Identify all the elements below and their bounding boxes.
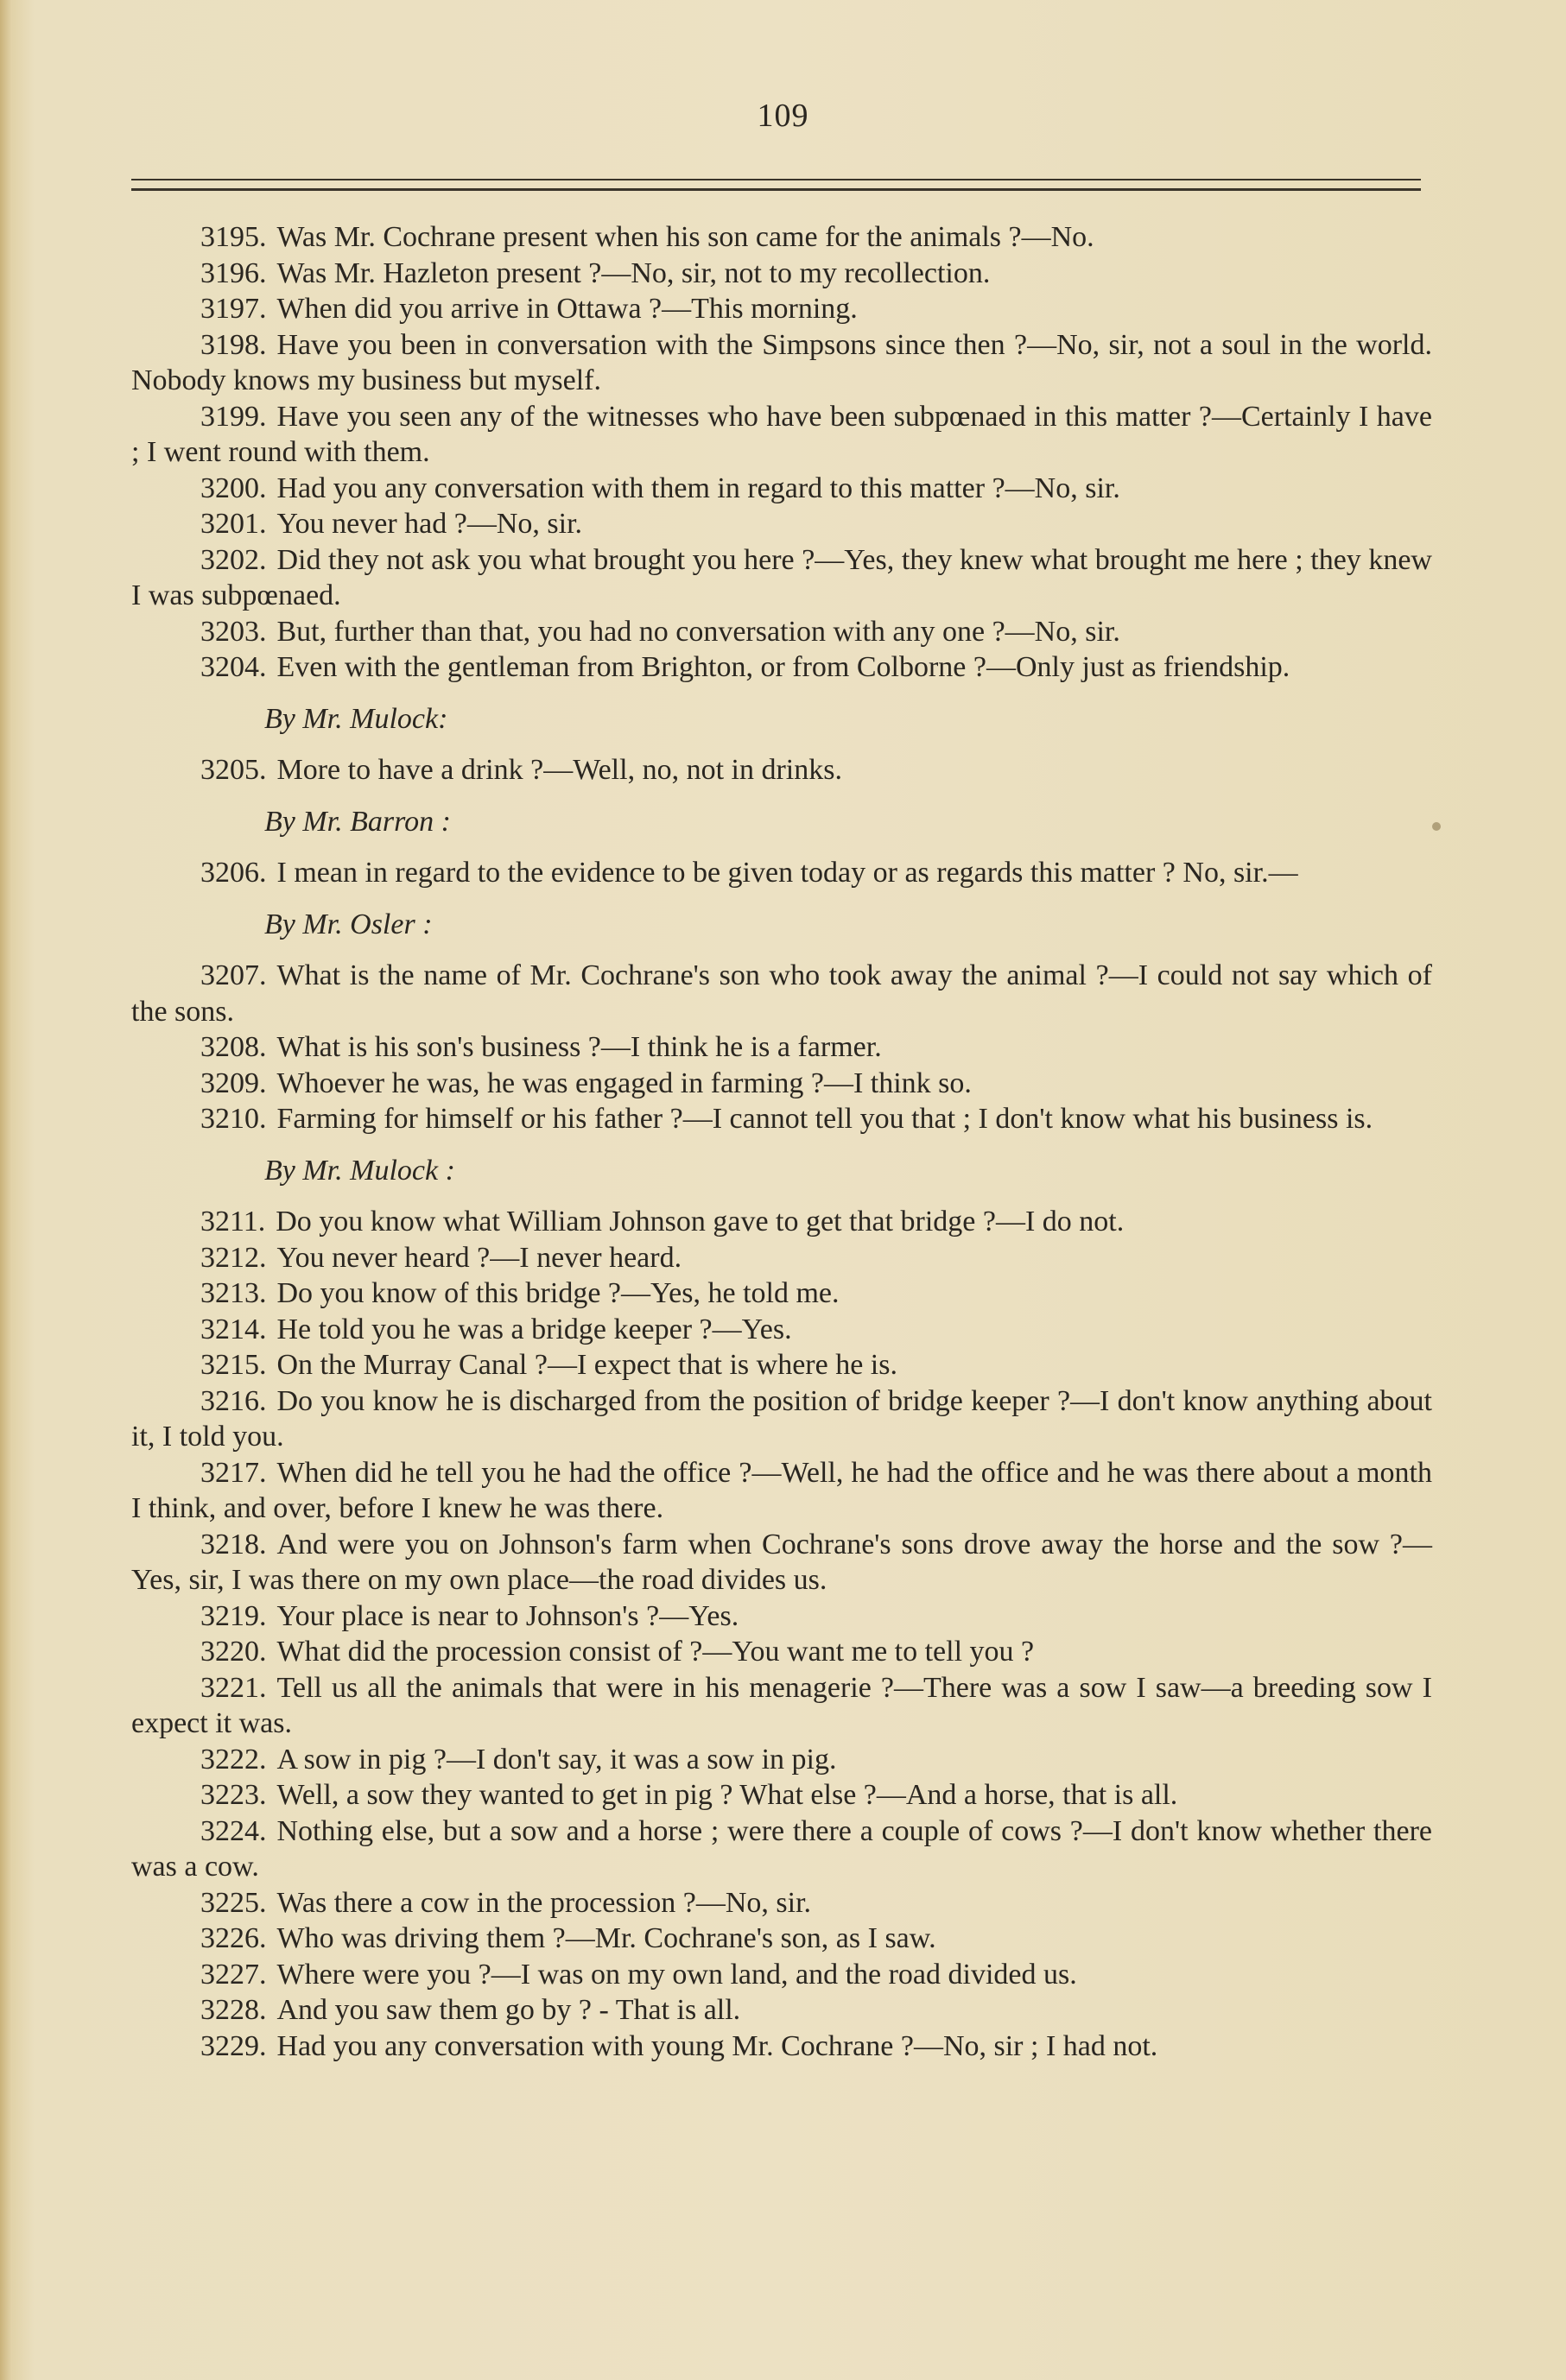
question-text: What is the name of Mr. Cochrane's son who took away the animal ?—I could not say which of the sons.: [131, 959, 1432, 1028]
page-spine-shadow: [0, 0, 12, 2380]
question-text: You never heard ?—I never heard.: [276, 1241, 682, 1274]
question-number: 3211.: [200, 1206, 266, 1237]
question-text: Have you been in conversation with the Simpsons since then ?—No, sir, not a soul in the world. Nobody knows my business but myself.: [131, 328, 1432, 396]
question-number: 3198.: [200, 328, 267, 361]
page-number: 109: [757, 98, 809, 134]
question-text: Was Mr. Hazleton present ?—No, sir, not to my recollection.: [276, 256, 991, 289]
question-entry: [131, 399, 1432, 471]
question-entry: [131, 1312, 1432, 1348]
question-entry: [131, 1813, 1432, 1885]
question-text: Nothing else, but a sow and a horse ; were there a couple of cows ?—I don't know whether there was a cow.: [131, 1814, 1432, 1883]
question-entry: [131, 958, 1432, 1029]
question-text: Do you know of this bridge ?—Yes, he told me.: [276, 1277, 840, 1309]
examiner-heading: By Mr. Osler :: [264, 908, 433, 940]
question-number: 3206.: [200, 857, 267, 889]
question-text: Farming for himself or his father ?—I cannot tell you that ; I don't know what his business is.: [276, 1103, 1373, 1135]
question-number: 3204.: [200, 651, 267, 683]
question-number: 3214.: [200, 1313, 267, 1345]
question-number: 3225.: [200, 1886, 267, 1919]
question-entry: [131, 327, 1432, 399]
question-text: A sow in pig ?—I don't say, it was a sow in pig.: [276, 1743, 837, 1776]
question-text: Was there a cow in the procession ?—No, sir.: [276, 1886, 812, 1919]
question-text: Do you know he is discharged from the position of bridge keeper ?—I don't know anything about it, I told you.: [131, 1384, 1432, 1453]
question-text: Tell us all the animals that were in his menagerie ?—There was a sow I saw—a breeding sow I expect it was.: [131, 1671, 1432, 1739]
question-entry: [131, 1777, 1432, 1813]
question-number: 3222.: [200, 1743, 267, 1776]
question-entry: [131, 855, 1432, 891]
question-number: 3215.: [200, 1349, 267, 1381]
question-entry: [131, 1598, 1432, 1635]
question-text: What did the procession consist of ?—You want me to tell you ?: [276, 1636, 1035, 1668]
question-number: 3197.: [200, 293, 267, 325]
question-number: 3227.: [200, 1958, 267, 1991]
question-number: 3195.: [200, 221, 267, 253]
question-number: 3213.: [200, 1277, 267, 1309]
header-rule-thin: [131, 179, 1421, 180]
question-number: 3201.: [200, 508, 267, 540]
question-text: More to have a drink ?—Well, no, not in drinks.: [276, 754, 842, 786]
question-number: 3208.: [200, 1031, 267, 1063]
testimony-body: [131, 219, 1432, 2064]
question-number: 3226.: [200, 1922, 267, 1954]
question-entry: [131, 1992, 1432, 2029]
question-text: When did you arrive in Ottawa ?—This morning.: [276, 293, 858, 325]
question-entry: [131, 649, 1432, 686]
question-entry: [131, 1347, 1432, 1383]
question-entry: [131, 256, 1432, 292]
question-entry: [131, 752, 1432, 788]
question-number: 3210.: [200, 1103, 267, 1135]
question-entry: [131, 1670, 1432, 1742]
question-text: But, further than that, you had no conversation with any one ?—No, sir.: [276, 615, 1120, 648]
question-number: 3228.: [200, 1994, 267, 2026]
question-number: 3199.: [200, 400, 267, 433]
question-entry: [131, 1527, 1432, 1598]
question-text: You never had ?—No, sir.: [276, 508, 583, 540]
question-number: 3203.: [200, 615, 267, 648]
question-text: What is his son's business ?—I think he is a farmer.: [276, 1031, 882, 1063]
question-number: 3207.: [200, 959, 267, 991]
question-entry: [131, 1383, 1432, 1455]
question-entry: [131, 1029, 1432, 1066]
question-text: He told you he was a bridge keeper ?—Yes.: [276, 1313, 792, 1345]
question-text: Was Mr. Cochrane present when his son came for the animals ?—No.: [276, 221, 1094, 253]
header-rule-thick: [131, 188, 1421, 191]
question-text: Even with the gentleman from Brighton, or from Colborne ?—Only just as friendship.: [276, 651, 1290, 683]
question-number: 3217.: [200, 1456, 267, 1489]
question-number: 3205.: [200, 754, 267, 786]
question-text: And were you on Johnson's farm when Cochrane's sons drove away the horse and the sow ?—Yes, sir, I was there on my own place—the road divides us.: [131, 1528, 1432, 1596]
question-entry: [131, 1634, 1432, 1670]
question-text: Do you know what William Johnson gave to get that bridge ?—I do not.: [276, 1206, 1125, 1237]
question-number: 3196.: [200, 256, 267, 289]
paper-blemish: [1432, 822, 1441, 831]
question-entry: [131, 542, 1432, 614]
question-entry: [131, 506, 1432, 542]
question-number: 3223.: [200, 1779, 267, 1811]
question-number: 3219.: [200, 1599, 267, 1632]
question-text: Where were you ?—I was on my own land, and the road divided us.: [276, 1958, 1077, 1991]
question-entry: [131, 1742, 1432, 1778]
question-number: 3209.: [200, 1067, 267, 1099]
question-text: On the Murray Canal ?—I expect that is where he is.: [276, 1349, 897, 1381]
question-text: Well, a sow they wanted to get in pig ? What else ?—And a horse, that is all.: [276, 1779, 1178, 1811]
question-entry: [131, 1101, 1432, 1137]
question-entry: [131, 1921, 1432, 1957]
question-entry: [131, 1885, 1432, 1921]
question-entry: [131, 1957, 1432, 1993]
question-entry: [131, 471, 1432, 507]
question-number: 3200.: [200, 472, 267, 504]
question-number: 3218.: [200, 1528, 267, 1560]
question-entry: [131, 1240, 1432, 1276]
question-text: Had you any conversation with young Mr. Cochrane ?—No, sir ; I had not.: [276, 2029, 1158, 2062]
question-entry: [131, 614, 1432, 650]
question-text: Did they not ask you what brought you here ?—Yes, they knew what brought me here ; they knew I was subpœnaed.: [131, 543, 1432, 611]
question-entry: [131, 291, 1432, 327]
question-number: 3220.: [200, 1636, 267, 1668]
examiner-heading: By Mr. Mulock :: [264, 1154, 455, 1187]
question-text: Who was driving them ?—Mr. Cochrane's son, as I saw.: [276, 1922, 936, 1954]
question-entry: [131, 1455, 1432, 1527]
question-text: Have you seen any of the witnesses who have been subpœnaed in this matter ?—Certainly I have ; I went round with them.: [131, 400, 1432, 468]
question-number: 3224.: [200, 1814, 267, 1847]
question-entry: [131, 1275, 1432, 1312]
question-number: 3221.: [200, 1671, 267, 1704]
question-text: Whoever he was, he was engaged in farming ?—I think so.: [276, 1067, 972, 1099]
question-number: 3202.: [200, 543, 267, 576]
question-number: 3212.: [200, 1241, 267, 1274]
question-text: When did he tell you he had the office ?—Well, he had the office and he was there about a month I think, and over, before I knew he was there.: [131, 1456, 1432, 1524]
question-text: Your place is near to Johnson's ?—Yes.: [276, 1599, 739, 1632]
question-text: And you saw them go by ? - That is all.: [276, 1994, 741, 2026]
question-number: 3229.: [200, 2029, 267, 2062]
question-entry: [131, 1066, 1432, 1102]
question-text: I mean in regard to the evidence to be given today or as regards this matter ? No, sir.—: [276, 857, 1298, 889]
question-text: Had you any conversation with them in regard to this matter ?—No, sir.: [276, 472, 1120, 504]
question-entry: [131, 219, 1432, 256]
question-entry: [131, 1204, 1432, 1240]
question-entry: [131, 2029, 1432, 2065]
examiner-heading: By Mr. Barron :: [264, 805, 451, 838]
examiner-heading: By Mr. Mulock:: [264, 702, 448, 735]
question-number: 3216.: [200, 1384, 267, 1417]
